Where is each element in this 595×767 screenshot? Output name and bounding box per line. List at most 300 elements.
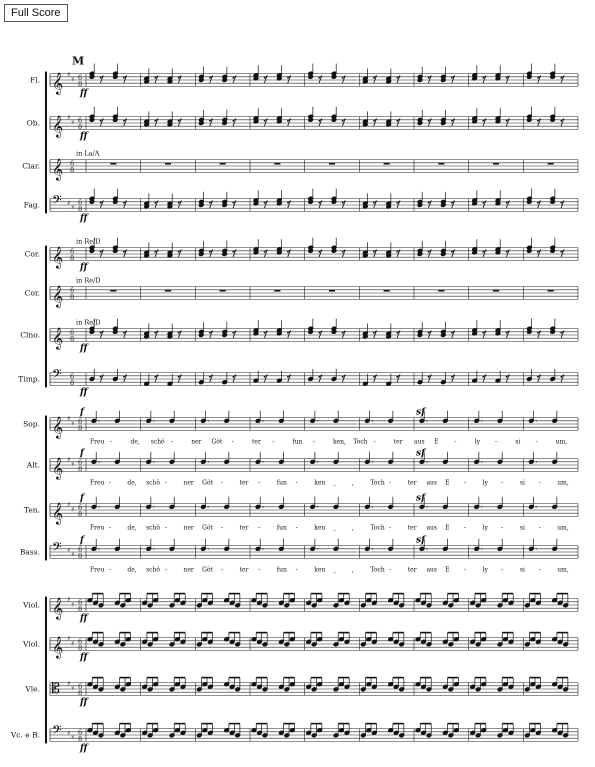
treble-clef: 𝄞	[52, 285, 64, 308]
eighth-rest-dot	[396, 332, 398, 334]
lyric-syllable: ly	[482, 479, 488, 487]
eighth-rest-dot	[482, 77, 484, 79]
treble-clef: 𝄞	[52, 502, 64, 525]
measure-6	[384, 163, 390, 165]
lyric-syllable: -	[463, 524, 466, 532]
lyric-syllable: -	[220, 566, 223, 574]
whole-rest	[110, 290, 116, 292]
sforzando-marking: sf	[416, 407, 425, 418]
eighth-rest-dot	[287, 376, 289, 378]
lyric-syllable: um,	[557, 524, 569, 532]
measure-4	[251, 724, 295, 738]
whole-rest	[438, 163, 444, 165]
sharp-sign: ♯	[71, 75, 75, 84]
measure-8	[472, 320, 509, 338]
eighth-rest-dot	[154, 251, 156, 253]
time-sig-bottom: 8	[78, 510, 83, 519]
treble-clef: 𝄞	[52, 246, 64, 269]
augmentation-dot	[372, 548, 373, 549]
measure-1	[87, 633, 131, 647]
measure-2	[165, 163, 171, 165]
lyric-syllable: si	[519, 566, 525, 574]
eighth-rest-dot	[318, 251, 320, 253]
lyric-syllable: Göt	[202, 479, 213, 487]
lyric-syllable: fun	[292, 438, 303, 446]
whole-rest	[548, 290, 554, 292]
measure-2	[142, 633, 186, 647]
measure-6	[364, 539, 393, 552]
measure-1	[91, 452, 120, 465]
measure-2	[146, 539, 175, 552]
time-sig-top: 6	[78, 728, 83, 737]
augmentation-dot	[153, 506, 154, 507]
measure-3	[196, 633, 240, 647]
lyric-syllable: ter	[239, 524, 249, 532]
lyric-syllable: -	[220, 479, 223, 487]
lyric-syllable: -	[535, 438, 538, 446]
eighth-rest-dot	[396, 202, 398, 204]
measure-1	[110, 163, 116, 165]
lyric-syllable: E	[445, 524, 450, 532]
lyric-syllable: Toch	[370, 566, 385, 574]
lyric-syllable: fun	[276, 566, 287, 574]
measure-3	[200, 411, 229, 424]
measure-2	[144, 193, 181, 209]
measure-2	[142, 724, 186, 738]
lyric-syllable: _	[333, 566, 336, 574]
measure-7	[415, 678, 459, 692]
measure-8	[493, 290, 499, 292]
measure-9	[528, 539, 557, 552]
time-sig-bottom: 8	[78, 644, 83, 653]
time-sig-bottom: 8	[78, 80, 83, 89]
sforzando-marking: sf	[416, 535, 425, 546]
eighth-rest-dot	[100, 332, 102, 334]
measure-8	[470, 678, 514, 692]
lyric-syllable: -	[501, 566, 504, 574]
augmentation-dot	[426, 548, 427, 549]
eighth-rest-dot	[428, 332, 430, 334]
eighth-rest-dot	[209, 77, 211, 79]
measure-2	[144, 111, 181, 127]
time-sig-bottom: 8	[78, 424, 83, 433]
whole-rest	[165, 290, 171, 292]
measure-2	[144, 323, 181, 339]
eighth-rest-dot	[482, 120, 484, 122]
measure-8	[493, 163, 499, 165]
eighth-rest-dot	[123, 251, 125, 253]
lyric-syllable: Göt	[211, 438, 223, 446]
eighth-rest-dot	[342, 332, 344, 334]
staff-timp-7	[50, 366, 578, 387]
augmentation-dot	[426, 461, 427, 462]
sharp-sign: ♯	[71, 460, 75, 469]
eighth-rest-dot	[100, 120, 102, 122]
full-score-tag: Full Score	[4, 4, 68, 22]
lyric-syllable: aus	[426, 524, 437, 532]
measure-4	[255, 452, 284, 465]
eighth-rest-dot	[318, 376, 320, 378]
bass-clef: 𝄢	[52, 192, 62, 211]
lyric-syllable: -	[258, 479, 261, 487]
eighth-rest-dot	[482, 376, 484, 378]
lyric-syllable: fun	[276, 479, 287, 487]
lyric-syllable: de,	[130, 438, 140, 446]
whole-rest	[384, 163, 390, 165]
lyric-syllable: -	[373, 438, 376, 446]
lyric-syllable: ner	[191, 438, 202, 446]
eighth-rest-dot	[209, 202, 211, 204]
staff-clar-2	[50, 158, 578, 181]
instrument-label: Vc. e B.	[10, 730, 40, 740]
measure-3	[200, 452, 229, 465]
eighth-rest-dot	[209, 120, 211, 122]
measure-3	[198, 241, 235, 257]
staff-alt-9	[50, 456, 578, 481]
eighth-rest-dot	[232, 251, 234, 253]
eighth-rest-dot	[506, 332, 508, 334]
treble-clef: 𝄞	[52, 327, 64, 350]
transposition-note: in Re/D	[76, 237, 101, 246]
measure-1	[91, 539, 120, 552]
lyric-syllable: _	[333, 479, 336, 487]
measure-1	[87, 724, 131, 738]
lyric-syllable: Toch	[353, 438, 368, 446]
instrument-label: Fl.	[30, 75, 40, 85]
measure-5	[310, 452, 339, 465]
eighth-rest-dot	[373, 376, 375, 378]
measure-7	[438, 163, 444, 165]
dynamic-marking: ff	[80, 613, 88, 624]
lyric-syllable: ter	[239, 479, 249, 487]
augmentation-dot	[426, 420, 427, 421]
treble-clef: 𝄞	[52, 72, 64, 95]
dynamic-marking: f	[80, 448, 84, 459]
measure-5	[306, 678, 350, 692]
instrument-label: Ten.	[23, 505, 40, 515]
eighth-rest-dot	[178, 251, 180, 253]
measure-6	[362, 193, 399, 209]
bass-clef: 𝄢	[52, 722, 62, 741]
lyric-syllable: Toch	[370, 524, 385, 532]
dynamic-marking: f	[80, 493, 84, 504]
eighth-rest-dot	[537, 77, 539, 79]
eighth-rest-dot	[318, 120, 320, 122]
eighth-rest-dot	[451, 77, 453, 79]
augmentation-dot	[262, 420, 263, 421]
measure-3	[200, 539, 229, 552]
measure-2	[142, 594, 186, 608]
lyric-syllable: ter	[393, 438, 403, 446]
augmentation-dot	[98, 506, 99, 507]
measure-2	[165, 290, 171, 292]
dynamic-marking: ff	[80, 652, 88, 663]
augmentation-dot	[372, 420, 373, 421]
eighth-rest-dot	[506, 202, 508, 204]
instrument-label: Viol.	[23, 639, 40, 649]
measure-8	[470, 633, 514, 647]
lyric-syllable: um,	[555, 438, 568, 446]
instrument-label: Ob.	[26, 118, 40, 128]
measure-2	[144, 242, 181, 258]
transposition-note: in La/A	[76, 149, 100, 158]
measure-1	[87, 594, 131, 608]
lyric-syllable: Freu	[90, 438, 105, 446]
eighth-rest-dot	[178, 202, 180, 204]
lyric-syllable: um,	[557, 566, 569, 574]
measure-5	[306, 594, 350, 608]
measure-4	[253, 190, 290, 208]
sharp-sign: ♯	[71, 684, 75, 693]
treble-clef: 𝄞	[52, 597, 64, 620]
eighth-rest-dot	[428, 120, 430, 122]
dynamic-marking: f	[80, 407, 84, 418]
eighth-rest-dot	[428, 77, 430, 79]
time-sig-top: 6	[78, 417, 83, 426]
lyric-syllable: aus	[426, 566, 437, 574]
eighth-rest-dot	[537, 202, 539, 204]
lyric-syllable: -	[312, 438, 315, 446]
sharp-sign: ♯	[67, 728, 71, 737]
measure-7	[417, 241, 454, 257]
measure-9	[528, 452, 557, 465]
lyric-syllable: si	[519, 479, 525, 487]
time-sig-top: 6	[78, 637, 83, 646]
staff-vceb-15	[50, 722, 578, 743]
lyric-syllable: -	[108, 479, 111, 487]
measure-5	[306, 724, 350, 738]
eighth-rest-dot	[318, 77, 320, 79]
augmentation-dot	[536, 548, 537, 549]
eighth-rest-dot	[342, 120, 344, 122]
augmentation-dot	[153, 461, 154, 462]
augmentation-dot	[372, 506, 373, 507]
sharp-sign: ♯	[67, 634, 71, 643]
measure-8	[474, 539, 503, 552]
measure-7	[417, 67, 454, 83]
measure-8	[470, 724, 514, 738]
staff-cor-5	[50, 285, 578, 308]
measure-1	[91, 497, 120, 510]
augmentation-dot	[426, 506, 427, 507]
measure-1	[87, 678, 131, 692]
lyric-syllable: E	[445, 566, 450, 574]
bass-clef: 𝄢	[52, 366, 62, 385]
time-sig-bottom: 8	[78, 123, 83, 132]
whole-rest	[384, 290, 390, 292]
augmentation-dot	[372, 461, 373, 462]
lyric-syllable: schö	[150, 438, 165, 446]
lyric-syllable: ,	[351, 524, 354, 532]
time-sig-top: 6	[78, 73, 83, 82]
eighth-rest-dot	[209, 376, 211, 378]
measure-1	[89, 369, 126, 382]
measure-9	[526, 369, 563, 382]
eighth-rest-dot	[287, 202, 289, 204]
measure-5	[310, 411, 339, 424]
measure-6	[364, 452, 393, 465]
augmentation-dot	[153, 420, 154, 421]
eighth-rest-dot	[560, 120, 562, 122]
measure-4	[255, 539, 284, 552]
sharp-sign: ♯	[71, 550, 75, 559]
sharp-sign: ♯	[71, 419, 75, 428]
lyric-syllable: -	[538, 566, 541, 574]
dynamic-marking: f	[80, 535, 84, 546]
instrument-label: Clar.	[22, 161, 40, 171]
measure-5	[329, 163, 335, 165]
measure-9	[524, 594, 568, 608]
lyric-syllable: -	[463, 566, 466, 574]
measure-3	[198, 372, 235, 385]
lyric-syllable: de,	[127, 566, 137, 574]
measure-3	[198, 192, 235, 208]
eighth-rest-dot	[209, 332, 211, 334]
measure-8	[472, 239, 509, 257]
eighth-rest-dot	[428, 376, 430, 378]
measure-5	[306, 633, 350, 647]
time-sig-bottom: 8	[78, 465, 83, 474]
augmentation-dot	[98, 420, 99, 421]
sforzando-marking: sf	[416, 493, 425, 504]
lyric-syllable: ter	[239, 566, 249, 574]
eighth-rest-dot	[123, 77, 125, 79]
eighth-rest-dot	[506, 376, 508, 378]
eighth-rest-dot	[264, 77, 266, 79]
time-sig-top: 6	[78, 198, 83, 207]
augmentation-dot	[317, 506, 318, 507]
time-sig-bottom: 8	[70, 166, 75, 175]
lyric-syllable: schö	[146, 566, 160, 574]
eighth-rest-dot	[154, 77, 156, 79]
augmentation-dot	[536, 506, 537, 507]
measure-7	[415, 633, 459, 647]
whole-rest	[548, 163, 554, 165]
eighth-rest-dot	[123, 332, 125, 334]
time-sig-top: 6	[70, 372, 75, 381]
measure-6	[360, 678, 404, 692]
sharp-sign: ♯	[71, 118, 75, 127]
augmentation-dot	[208, 548, 209, 549]
measure-8	[472, 190, 509, 208]
eighth-rest-dot	[178, 376, 180, 378]
lyric-syllable: ner	[183, 479, 194, 487]
measure-6	[360, 594, 404, 608]
instrument-label: Bass.	[19, 547, 40, 557]
bass-clef: 𝄢	[52, 539, 62, 558]
augmentation-dot	[262, 461, 263, 462]
lyric-syllable: -	[220, 524, 223, 532]
lyric-syllable: ken	[314, 524, 326, 532]
whole-rest	[493, 163, 499, 165]
sharp-sign: ♯	[67, 595, 71, 604]
measure-4	[274, 290, 280, 292]
lyric-syllable: Freu	[90, 566, 105, 574]
instrument-label: Clno.	[20, 330, 40, 340]
lyric-syllable: ner	[183, 524, 194, 532]
eighth-rest-dot	[154, 202, 156, 204]
lyric-syllable: ly	[474, 438, 481, 446]
eighth-rest-dot	[560, 376, 562, 378]
whole-rest	[274, 290, 280, 292]
whole-rest	[220, 290, 226, 292]
eighth-rest-dot	[264, 332, 266, 334]
time-sig-top: 6	[70, 286, 75, 295]
eighth-rest-dot	[287, 120, 289, 122]
lyric-syllable: -	[258, 524, 261, 532]
time-sig-top: 6	[78, 545, 83, 554]
lyric-syllable: -	[164, 479, 167, 487]
dynamic-marking: ff	[80, 213, 88, 224]
lyric-syllable: ly	[482, 524, 488, 532]
lyric-syllable: E	[445, 479, 450, 487]
eighth-rest-dot	[318, 202, 320, 204]
eighth-rest-dot	[100, 376, 102, 378]
measure-5	[310, 497, 339, 510]
eighth-rest-dot	[373, 120, 375, 122]
measure-8	[472, 65, 509, 83]
augmentation-dot	[98, 461, 99, 462]
dynamic-marking: ff	[80, 387, 88, 398]
eighth-rest-dot	[100, 251, 102, 253]
sharp-sign: ♯	[67, 545, 71, 554]
eighth-rest-dot	[560, 77, 562, 79]
augmentation-dot	[481, 506, 482, 507]
sharp-sign: ♯	[67, 113, 71, 122]
eighth-rest-dot	[537, 376, 539, 378]
eighth-rest-dot	[537, 251, 539, 253]
measure-2	[146, 411, 175, 424]
measure-6	[362, 242, 399, 258]
time-sig-bottom: 8	[78, 552, 83, 561]
measure-6	[364, 497, 393, 510]
sharp-sign: ♯	[67, 198, 71, 207]
augmentation-dot	[536, 461, 537, 462]
measure-7	[415, 724, 459, 738]
time-sig-top: 6	[78, 458, 83, 467]
eighth-rest-dot	[373, 77, 375, 79]
eighth-rest-dot	[209, 251, 211, 253]
eighth-rest-dot	[178, 120, 180, 122]
rehearsal-mark: M	[72, 54, 85, 68]
measure-6	[362, 68, 399, 84]
treble-clef: 𝄞	[52, 636, 64, 659]
eighth-rest-dot	[373, 202, 375, 204]
lyric-syllable: -	[463, 479, 466, 487]
lyric-syllable: ,	[351, 566, 354, 574]
whole-rest	[165, 163, 171, 165]
lyric-syllable: ner	[183, 566, 194, 574]
lyric-syllable: Göt	[202, 524, 213, 532]
augmentation-dot	[481, 420, 482, 421]
augmentation-dot	[208, 506, 209, 507]
augmentation-dot	[481, 548, 482, 549]
staff-sop-8	[50, 415, 578, 440]
eighth-rest-dot	[506, 77, 508, 79]
augmentation-dot	[317, 420, 318, 421]
lyric-syllable: -	[258, 566, 261, 574]
staff-ten-10	[50, 501, 578, 526]
time-sig-bottom: 8	[78, 605, 83, 614]
time-sig-bottom: 8	[78, 735, 83, 744]
time-sig-top: 6	[70, 247, 75, 256]
treble-clef: 𝄞	[52, 115, 64, 138]
instrument-label: Viol.	[23, 600, 40, 610]
measure-3	[196, 594, 240, 608]
measure-4	[251, 633, 295, 647]
measure-6	[384, 290, 390, 292]
measure-7	[438, 290, 444, 292]
